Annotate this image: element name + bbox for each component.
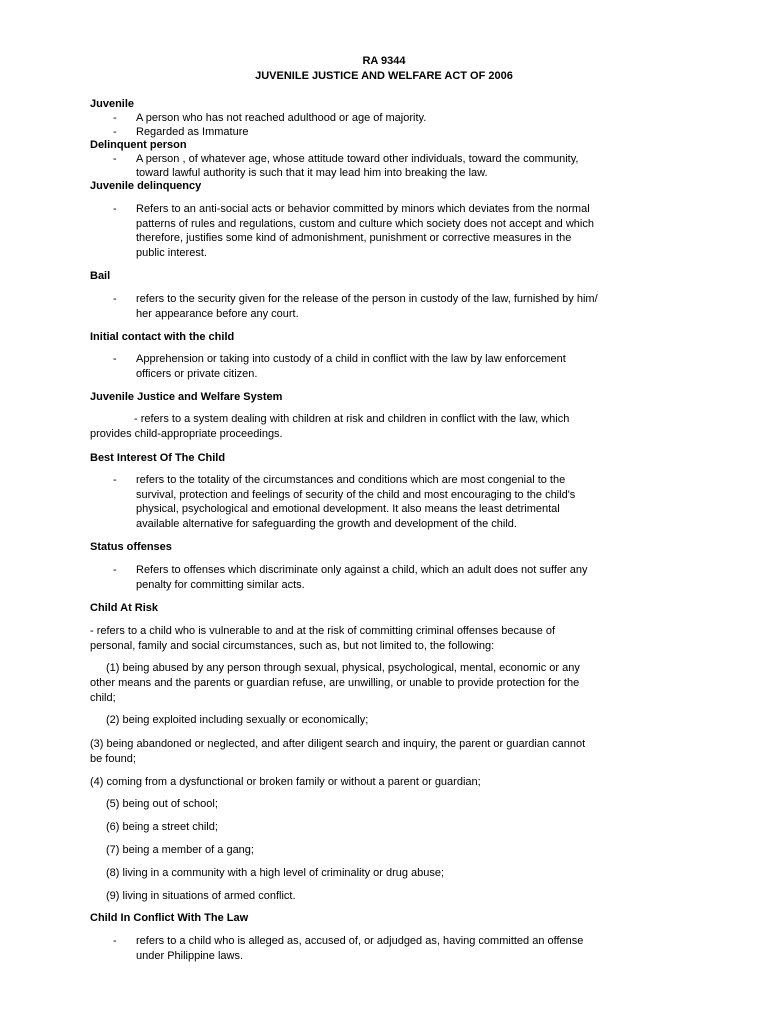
heading-juvenile-delinquency: Juvenile delinquency — [90, 180, 202, 192]
bullet-dash: - — [113, 474, 117, 486]
risk-item-1-line-2: other means and the parents or guardian refuse, are unwilling, or unable to provide protection for the — [90, 677, 580, 689]
juvenile-item-2: Regarded as Immature — [136, 126, 249, 138]
heading-cicl: Child In Conflict With The Law — [90, 912, 249, 924]
heading-child-at-risk: Child At Risk — [90, 602, 159, 614]
bullet-dash: - — [113, 353, 117, 365]
status-offenses-line-2: penalty for committing similar acts. — [136, 579, 305, 591]
bail-line-2: her appearance before any court. — [136, 308, 299, 320]
delinquency-line-1: Refers to an anti-social acts or behavior committed by minors which deviates from the normal — [136, 203, 590, 215]
best-interest-line-4: available alternative for safeguarding the growth and development of the child. — [136, 518, 517, 530]
best-interest-line-3: physical, psychological and emotional development. It also means the least detrimental — [136, 503, 560, 515]
delinquency-line-2: patterns of rules and regulations, custom and culture which society does not accept and which — [136, 218, 594, 230]
risk-item-3-line-1: (3) being abandoned or neglected, and after diligent search and inquiry, the parent or guardian cannot — [90, 738, 586, 750]
document-title-ra: RA 9344 — [362, 55, 406, 67]
delinquency-line-4: public interest. — [136, 247, 207, 259]
delinquency-line-3: therefore, justifies some kind of admonishment, punishment or corrective measures in the — [136, 232, 572, 244]
child-at-risk-intro-1: - refers to a child who is vulnerable to and at the risk of committing criminal offenses because of — [90, 625, 556, 637]
child-at-risk-intro-2: personal, family and social circumstances, such as, but not limited to, the following: — [90, 640, 495, 652]
risk-item-3-line-2: be found; — [90, 753, 136, 765]
risk-item-6: (6) being a street child; — [106, 821, 218, 833]
bail-line-1: refers to the security given for the release of the person in custody of the law, furnished by him/ — [136, 293, 598, 305]
bullet-dash: - — [113, 293, 117, 305]
heading-delinquent-person: Delinquent person — [90, 139, 187, 151]
bullet-dash: - — [113, 203, 117, 215]
bullet-dash: - — [113, 935, 117, 947]
juvenile-item-1: A person who has not reached adulthood or age of majority. — [136, 112, 427, 124]
risk-item-4: (4) coming from a dysfunctional or broken family or without a parent or guardian; — [90, 776, 481, 788]
heading-initial-contact: Initial contact with the child — [90, 331, 235, 343]
cicl-line-1: refers to a child who is alleged as, accused of, or adjudged as, having committed an offense — [136, 935, 584, 947]
initial-contact-line-1: Apprehension or taking into custody of a child in conflict with the law by law enforcement — [136, 353, 566, 365]
status-offenses-line-1: Refers to offenses which discriminate only against a child, which an adult does not suffer any — [136, 564, 588, 576]
heading-status-offenses: Status offenses — [90, 541, 172, 553]
document-title-act: JUVENILE JUSTICE AND WELFARE ACT OF 2006 — [255, 70, 513, 82]
bullet-dash: - — [113, 564, 117, 576]
initial-contact-line-2: officers or private citizen. — [136, 368, 258, 380]
heading-best-interest: Best Interest Of The Child — [90, 452, 226, 464]
risk-item-5: (5) being out of school; — [106, 798, 218, 810]
cicl-line-2: under Philippine laws. — [136, 950, 244, 962]
delinquent-line-1: A person , of whatever age, whose attitude toward other individuals, toward the community, — [136, 153, 579, 165]
jjws-line-2: provides child-appropriate proceedings. — [90, 428, 283, 440]
best-interest-line-2: survival, protection and feelings of security of the child and most encouraging to the child's — [136, 489, 576, 501]
heading-jjws: Juvenile Justice and Welfare System — [90, 391, 283, 403]
risk-item-2: (2) being exploited including sexually or economically; — [106, 714, 369, 726]
risk-item-9: (9) living in situations of armed conflict. — [106, 890, 296, 902]
risk-item-7: (7) being a member of a gang; — [106, 844, 254, 856]
heading-juvenile: Juvenile — [90, 98, 135, 110]
bullet-dash: - — [113, 153, 117, 165]
heading-bail: Bail — [90, 270, 111, 282]
bullet-dash: - — [113, 112, 117, 124]
delinquent-line-2: toward lawful authority is such that it may lead him into breaking the law. — [136, 167, 488, 179]
risk-item-8: (8) living in a community with a high level of criminality or drug abuse; — [106, 867, 445, 879]
best-interest-line-1: refers to the totality of the circumstances and conditions which are most congenial to the — [136, 474, 566, 486]
bullet-dash: - — [113, 126, 117, 138]
jjws-line-1: - refers to a system dealing with children at risk and children in conflict with the law, which — [134, 413, 570, 425]
risk-item-1-line-1: (1) being abused by any person through sexual, physical, psychological, mental, economic or any — [106, 662, 580, 674]
risk-item-1-line-3: child; — [90, 692, 116, 704]
